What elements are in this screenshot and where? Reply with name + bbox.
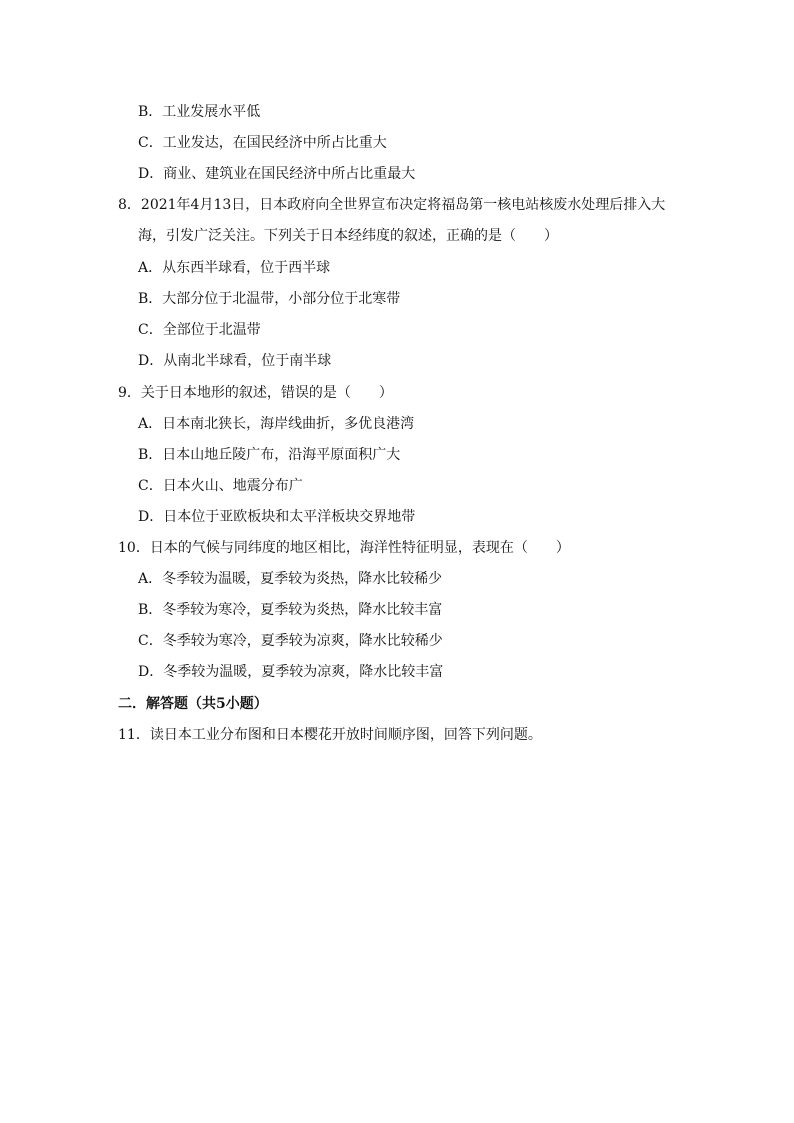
section-2-title: 二．解答题（共5小题） [118,696,268,712]
q10-option-c: C．冬季较为寒冷，夏季较为凉爽，降水比较稀少 [138,633,443,649]
q10-option-d: D．冬季较为温暖，夏季较为凉爽，降水比较丰富 [138,664,444,680]
q11-stem: 11．读日本工业分布图和日本樱花开放时间顺序图，回答下列问题。 [118,727,542,743]
q9-option-a: A．日本南北狭长，海岸线曲折，多优良港湾 [138,416,415,432]
q8-option-c: C．全部位于北温带 [138,322,261,338]
q9-option-c: C．日本火山、地震分布广 [138,478,303,494]
q9-stem: 9．关于日本地形的叙述，错误的是（ ） [118,385,393,401]
q7-option-b: B．工业发展水平低 [138,104,261,120]
q7-option-c: C．工业发达，在国民经济中所占比重大 [138,135,387,151]
q7-option-d: D．商业、建筑业在国民经济中所占比重最大 [138,166,416,182]
q8-option-d: D．从南北半球看，位于南半球 [138,353,332,369]
q8-stem-line2: 海，引发广泛关注。下列关于日本经纬度的叙述，正确的是（ ） [138,228,558,244]
q10-stem: 10．日本的气候与同纬度的地区相比，海洋性特征明显，表现在（ ） [118,540,570,556]
q8-stem-line1: 8．2021年4月13日，日本政府向全世界宣布决定将福岛第一核电站核废水处理后排入大 [118,197,666,213]
q10-option-b: B．冬季较为寒冷，夏季较为炎热，降水比较丰富 [138,602,443,618]
q8-option-a: A．从东西半球看，位于西半球 [138,260,331,276]
q10-option-a: A．冬季较为温暖，夏季较为炎热，降水比较稀少 [138,571,443,587]
q8-option-b: B．大部分位于北温带，小部分位于北寒带 [138,291,401,307]
q9-option-d: D．日本位于亚欧板块和太平洋板块交界地带 [138,509,416,525]
q9-option-b: B．日本山地丘陵广布，沿海平原面积广大 [138,447,401,463]
